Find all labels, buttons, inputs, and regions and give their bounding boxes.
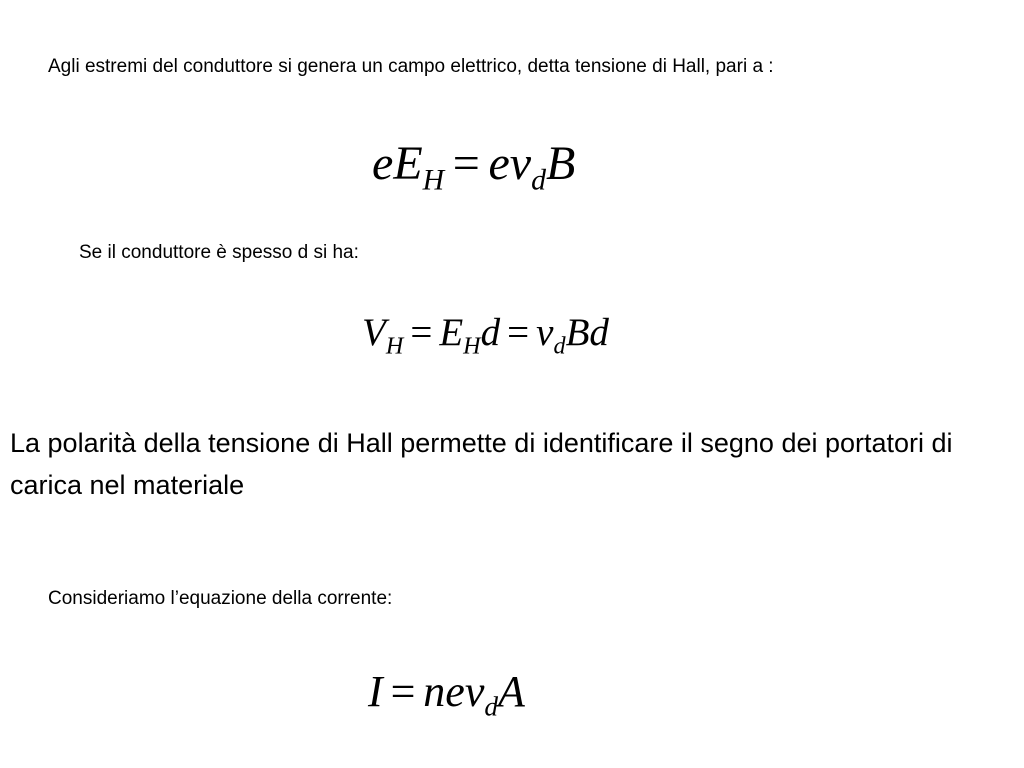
eq3-I: I (368, 667, 383, 716)
polarity-text: La polarità della tensione di Hall permette di identificare il segno dei portatori di carica nel materiale (10, 428, 953, 500)
eq3-equals: = (390, 667, 416, 716)
eq2-sub-H2: H (463, 332, 481, 360)
equation-hall-voltage (362, 311, 609, 360)
eq3-A: A (498, 667, 525, 716)
eq1-e: e (372, 137, 394, 190)
eq1-sub-d: d (531, 163, 546, 197)
eq2-sub-d: d (553, 332, 566, 360)
eq1-B: B (545, 137, 576, 190)
equation-current (368, 667, 525, 722)
eq2-equals-2: = (507, 311, 530, 354)
eq1-sub-H: H (422, 163, 445, 197)
thickness-text: Se il conduttore è spesso d si ha: (79, 242, 359, 263)
eq2-V: V (362, 311, 386, 354)
eq2-Bd: Bd (565, 311, 609, 354)
eq3-sub-d: d (484, 691, 498, 722)
current-text: Consideriamo l’equazione della corrente: (48, 588, 393, 609)
equation-hall-field (372, 137, 576, 197)
eq2-v: v (536, 311, 554, 354)
eq2-sub-H1: H (385, 332, 404, 360)
intro-text: Agli estremi del conduttore si genera un campo elettrico, detta tensione di Hall, pari a : (48, 56, 774, 77)
eq1-e2: e (488, 137, 510, 190)
eq1-E: E (393, 137, 423, 190)
eq1-equals: = (452, 137, 480, 190)
eq2-E: E (439, 311, 464, 354)
eq3-nev: nev (423, 667, 485, 716)
eq2-d: d (480, 311, 501, 354)
eq2-equals-1: = (410, 311, 433, 354)
eq1-v: v (509, 137, 532, 190)
